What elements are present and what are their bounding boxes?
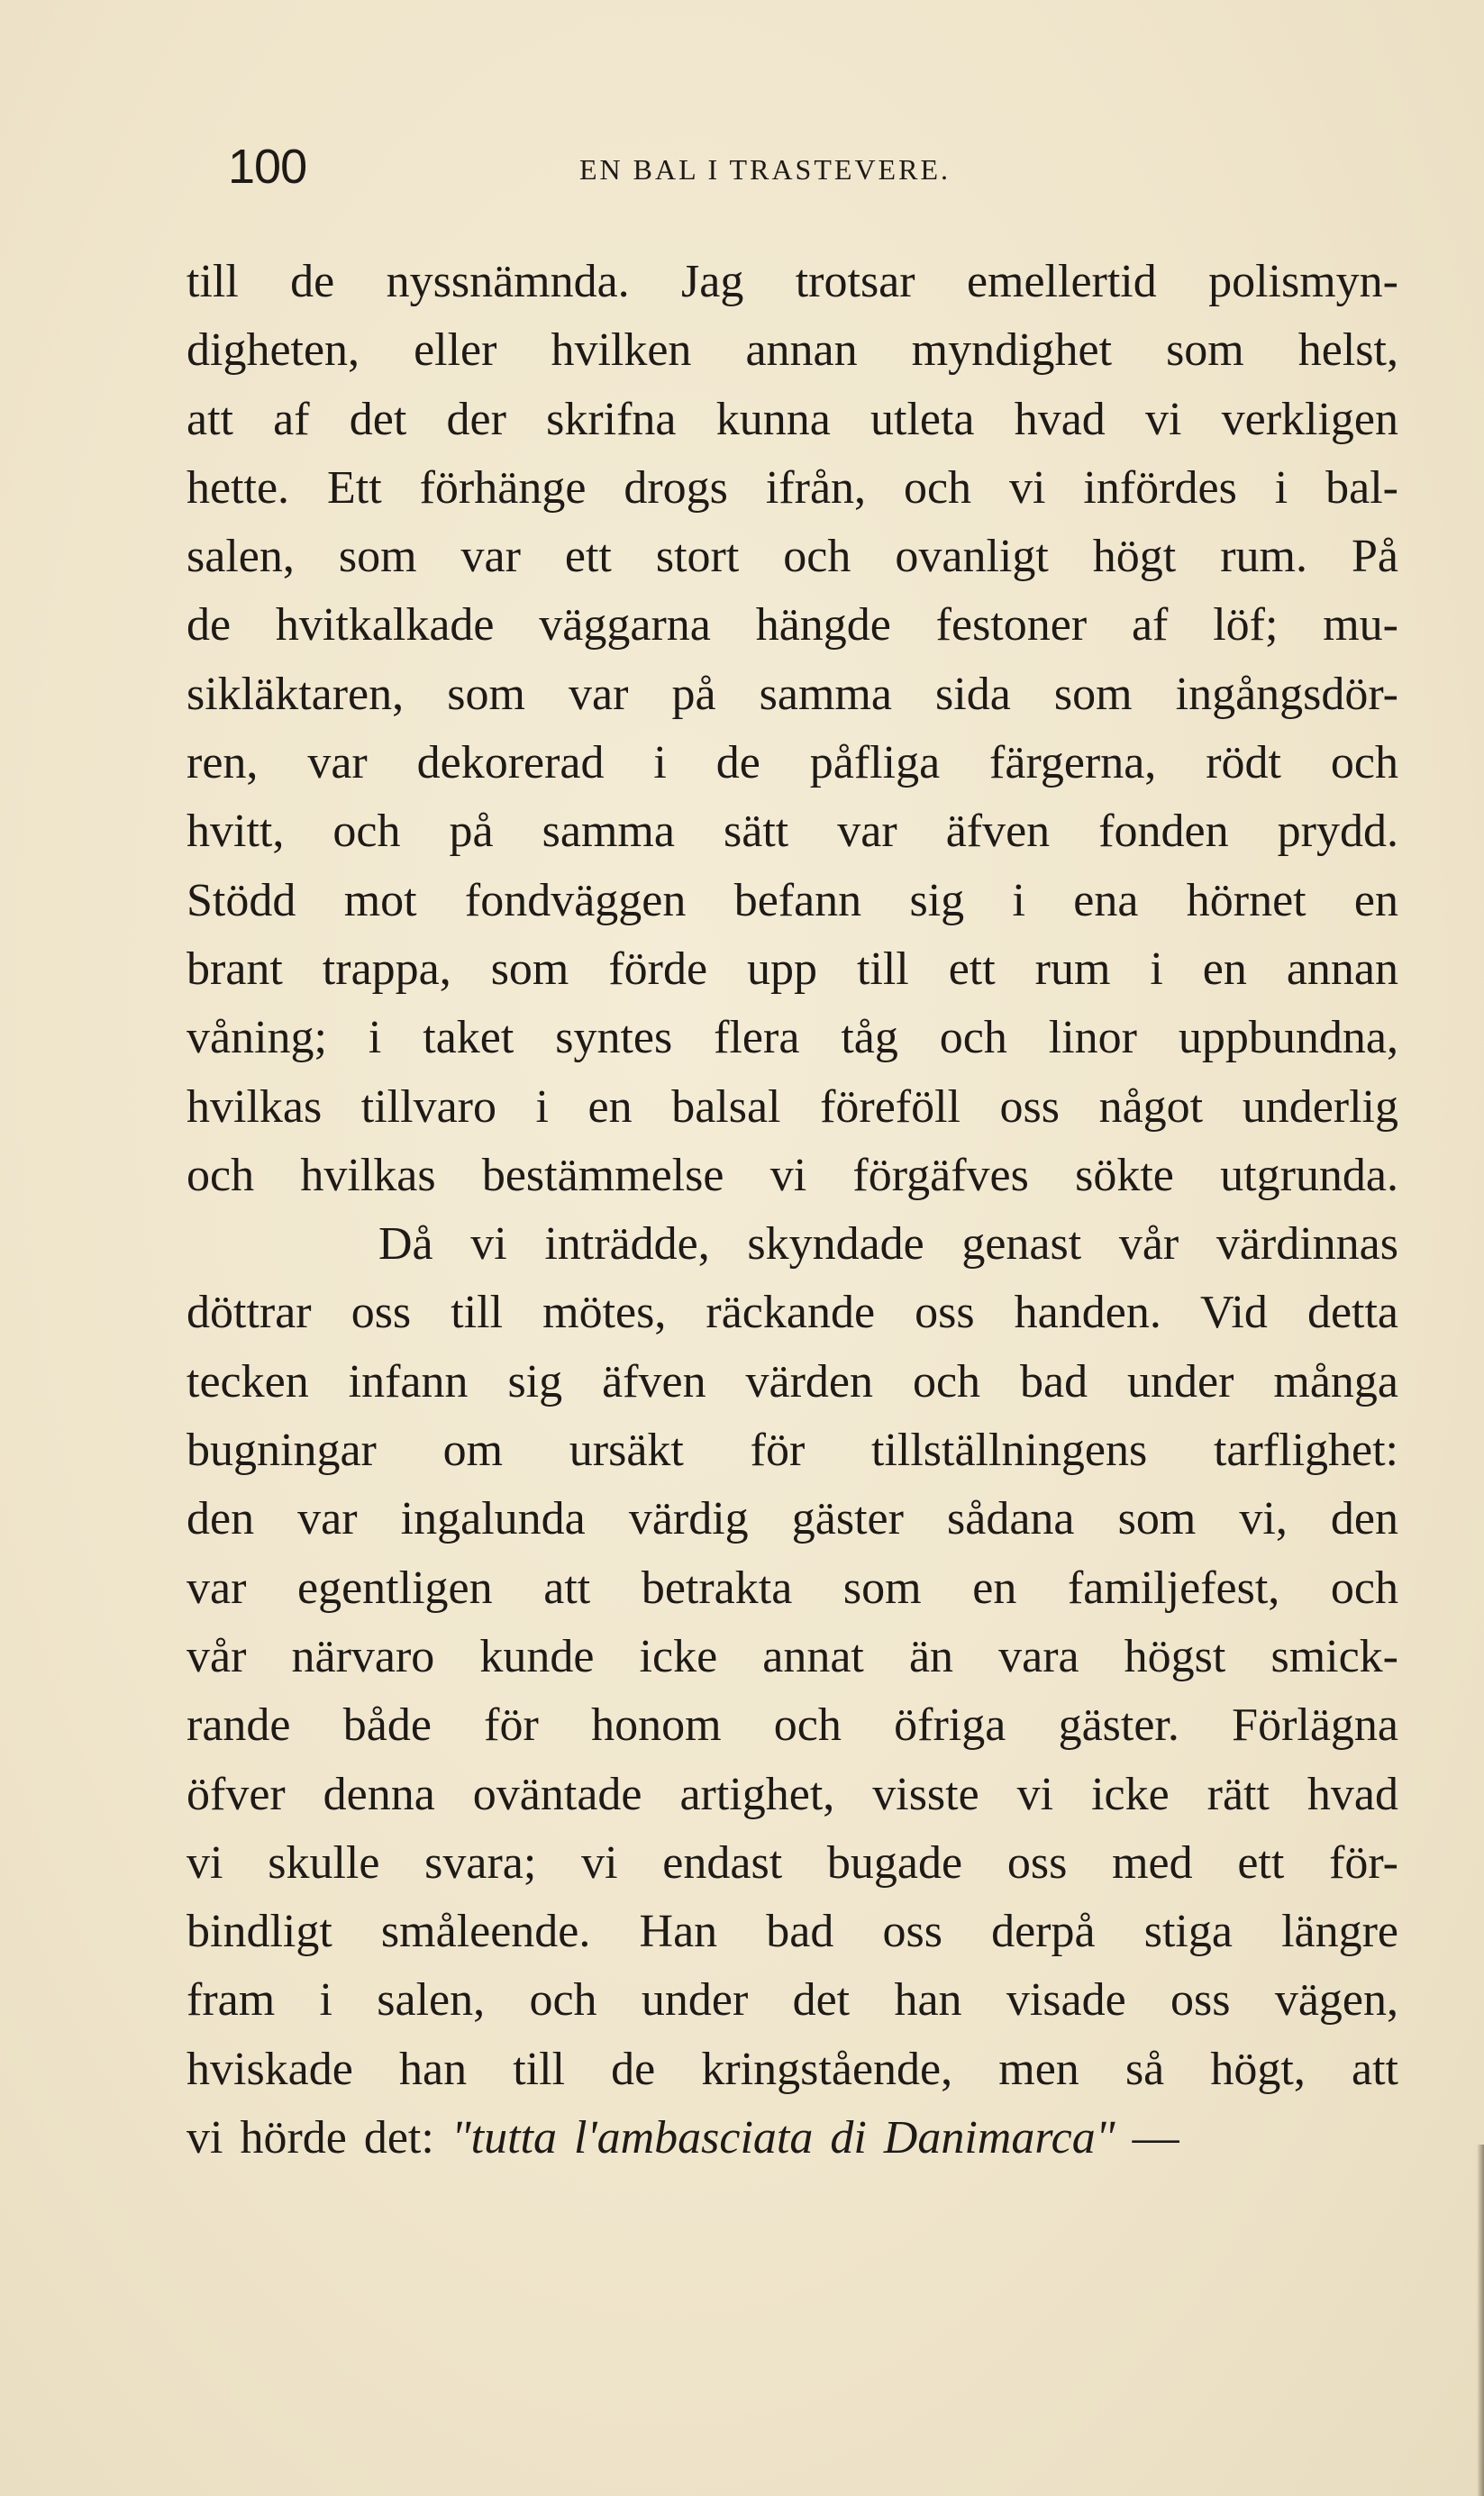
text-line: hette. Ett förhänge drogs ifrån, och vi infördes i bal- <box>187 461 1398 514</box>
text-line: hviskade han till de kringstående, men så högt, att <box>187 2043 1398 2095</box>
text-line: den var ingalunda värdig gäster sådana som vi, den <box>187 1493 1398 1545</box>
last-text-line <box>187 2104 1398 2173</box>
italic-quote: "tutta l'ambasciata di Danimarca" <box>451 2112 1115 2164</box>
page-number: 100 <box>228 140 307 194</box>
last-line-prefix: vi hörde det: <box>187 2112 451 2164</box>
text-line: sikläktaren, som var på samma sida som ingångsdör- <box>187 668 1398 720</box>
text-line: och hvilkas bestämmelse vi förgäfves sökte utgrunda. <box>187 1149 1398 1201</box>
text-line: hvitt, och på samma sätt var äfven fonden prydd. <box>187 806 1398 858</box>
last-line-suffix: — <box>1115 2112 1179 2164</box>
text-line: rande både för honom och öfriga gäster. Förlägna <box>187 1699 1398 1752</box>
text-line: hvilkas tillvaro i en balsal föreföll oss något underlig <box>187 1080 1398 1133</box>
text-line: digheten, eller hvilken annan myndighet som helst, <box>187 324 1398 377</box>
text-line: döttrar oss till mötes, räckande oss handen. Vid detta <box>187 1287 1398 1339</box>
text-line: till de nyssnämnda. Jag trotsar emellertid polismyn- <box>187 256 1398 307</box>
body-text <box>187 248 1398 2173</box>
text-line: att af det der skrifna kunna utleta hvad vi verkligen <box>187 393 1398 445</box>
text-line: tecken infann sig äfven värden och bad under många <box>187 1355 1398 1407</box>
running-head: EN BAL I TRASTEVERE. <box>579 153 951 186</box>
text-line: våning; i taket syntes flera tåg och linor uppbundna, <box>187 1012 1398 1064</box>
text-line: Stödd mot fondväggen befann sig i ena hörnet en <box>187 874 1398 926</box>
text-line: vi skulle svara; vi endast bugade oss med ett för- <box>187 1836 1398 1889</box>
text-line: de hvitkalkade väggarna hängde festoner af löf; mu- <box>187 599 1398 651</box>
text-line: ren, var dekorerad i de påfliga färgerna, rödt och <box>187 737 1398 789</box>
text-line: bindligt småleende. Han bad oss derpå stiga längre <box>187 1906 1398 1958</box>
text-line: öfver denna oväntade artighet, visste vi icke rätt hvad <box>187 1768 1398 1820</box>
page-edge-shadow <box>1477 2145 1484 2496</box>
text-line: brant trappa, som förde upp till ett rum i en annan <box>187 943 1398 995</box>
paragraph-start-line: Då vi inträdde, skyndade genast vår värdinnas <box>378 1218 1398 1271</box>
text-line: var egentligen att betrakta som en familjefest, och <box>187 1562 1398 1614</box>
text-line: bugningar om ursäkt för tillställningens tarflighet: <box>187 1425 1398 1477</box>
text-line: vår närvaro kunde icke annat än vara högst smick- <box>187 1630 1398 1682</box>
text-line: fram i salen, och under det han visade oss vägen, <box>187 1974 1398 2027</box>
text-line: salen, som var ett stort och ovanligt högt rum. På <box>187 531 1398 583</box>
page-header <box>228 135 1399 198</box>
